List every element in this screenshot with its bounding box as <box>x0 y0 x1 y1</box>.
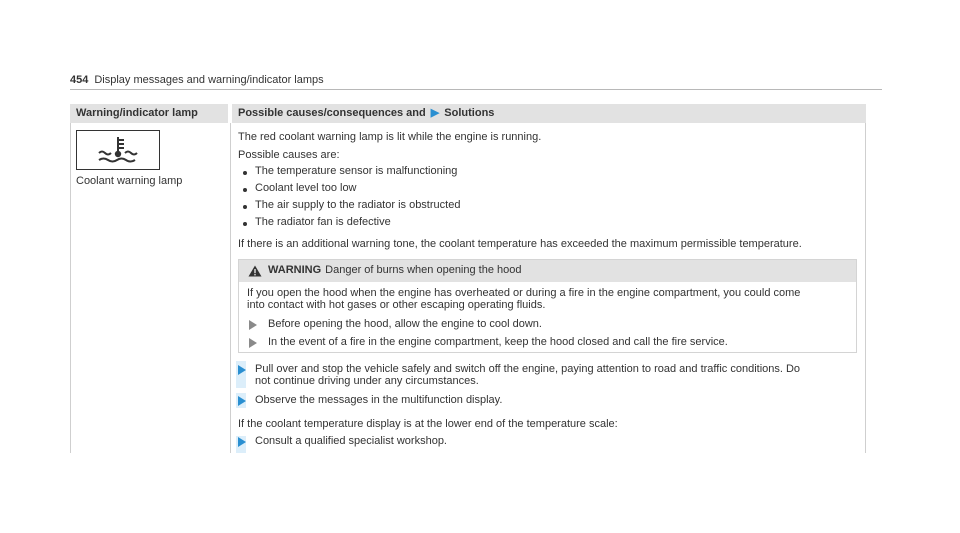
warning-body-line: If you open the hood when the engine has overheated or during a fire in the engine compartment, you could come <box>247 287 801 299</box>
causes-heading: Possible causes are: <box>238 149 340 161</box>
cause-item: The temperature sensor is malfunctioning <box>255 165 458 177</box>
warning-triangle-icon <box>248 265 262 277</box>
header-divider <box>70 89 882 90</box>
play-arrow-icon <box>249 338 257 348</box>
table-border-right <box>865 123 866 453</box>
table-column-divider <box>230 123 231 453</box>
warning-title-text: Danger of burns when opening the hood <box>325 264 522 276</box>
warning-box <box>238 259 857 353</box>
lamp-label: Coolant warning lamp <box>76 175 183 187</box>
coolant-temperature-icon <box>76 130 160 170</box>
arrow-icon: ▶ <box>430 107 440 119</box>
play-arrow-icon <box>238 437 246 447</box>
cause-item: The radiator fan is defective <box>255 216 391 228</box>
bullet-icon <box>243 171 247 175</box>
play-arrow-icon <box>249 320 257 330</box>
page-number: 454 <box>70 74 89 86</box>
bullet-icon <box>243 205 247 209</box>
lower-end-text: If the coolant temperature display is at the lower end of the temperature scale: <box>238 418 618 430</box>
warning-body-line: into contact with hot gases or other escaping operating fluids. <box>247 299 546 311</box>
action-step: Consult a qualified specialist workshop. <box>255 435 447 447</box>
warning-header <box>239 260 856 282</box>
action-step: Observe the messages in the multifunction display. <box>255 394 503 406</box>
cause-item: The air supply to the radiator is obstructed <box>255 199 461 211</box>
warning-step: In the event of a fire in the engine compartment, keep the hood closed and call the fire service. <box>268 336 728 348</box>
page-header <box>70 74 882 90</box>
column-header-causes-text: Possible causes/consequences and <box>238 107 426 119</box>
action-step: not continue driving under any circumstances. <box>255 375 479 387</box>
column-header-causes <box>232 104 866 123</box>
section-title: Display messages and warning/indicator lamps <box>94 74 324 86</box>
cause-item: Coolant level too low <box>255 182 357 194</box>
intro-text: The red coolant warning lamp is lit while the engine is running. <box>238 131 542 143</box>
additional-text: If there is an additional warning tone, the coolant temperature has exceeded the maximum permissible temperature. <box>238 238 802 250</box>
play-arrow-icon <box>238 396 246 406</box>
bullet-icon <box>243 222 247 226</box>
warning-title <box>268 264 522 276</box>
column-header-lamp: Warning/indicator lamp <box>70 104 228 123</box>
column-header-solutions-text: Solutions <box>444 107 495 119</box>
bullet-icon <box>243 188 247 192</box>
action-step: Pull over and stop the vehicle safely and switch off the engine, paying attention to road and traffic conditions. Do <box>255 363 801 375</box>
play-arrow-icon <box>238 365 246 375</box>
warning-label: WARNING <box>268 264 322 276</box>
table-border-left <box>70 123 71 453</box>
warning-step: Before opening the hood, allow the engine to cool down. <box>268 318 542 330</box>
